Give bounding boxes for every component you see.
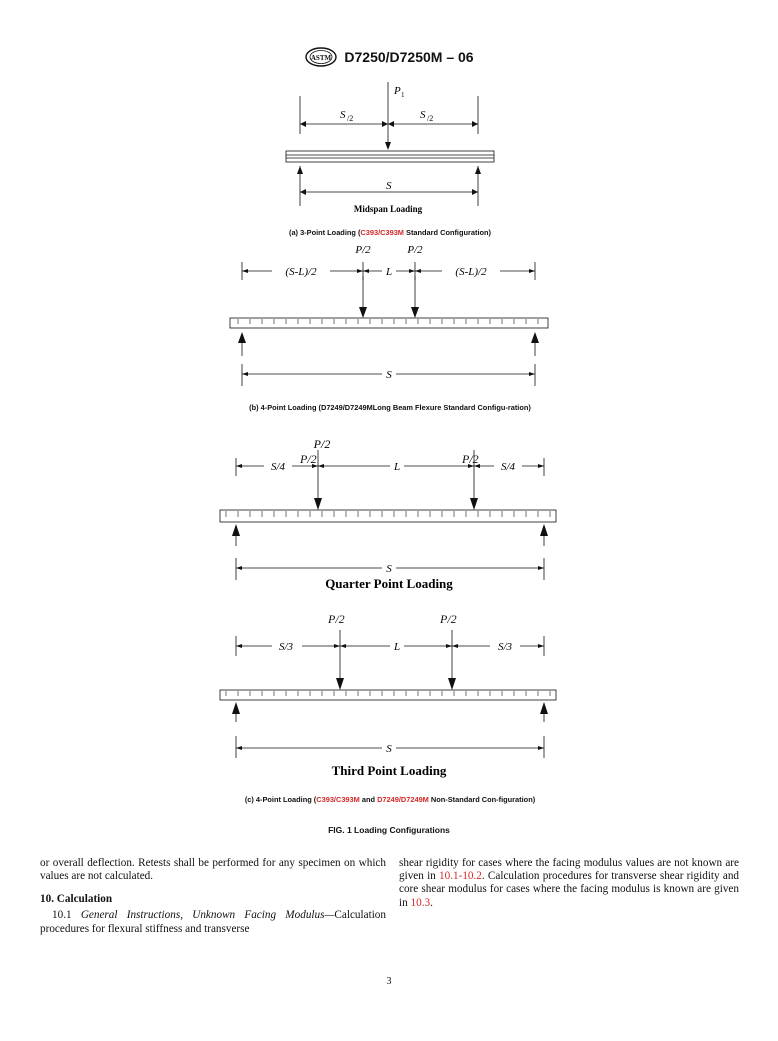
page-number: 3 — [386, 976, 392, 987]
quarter-load-right-text: P/2 — [462, 452, 479, 466]
c393-link-2[interactable]: C393/C393M — [316, 795, 360, 804]
load-right-label: P/2 — [407, 244, 423, 256]
ref-10-3-link[interactable]: 10.3 — [410, 896, 431, 909]
midspan-loading-label: Midspan Loading — [353, 204, 423, 214]
third-load-right-text: P/2 — [440, 612, 457, 626]
figure-a-caption: (a) 3-Point Loading (C393/C393M Standard Configuration) — [288, 228, 492, 237]
left-column — [40, 857, 386, 936]
figure-b-diagram — [224, 240, 554, 388]
paragraph-10-1: 10.1 General Instructions, Unknown Facing Modulus—Calculation procedures for flexural stiffness and transverse — [40, 909, 386, 935]
d7249-link[interactable]: D7249/D7249M — [377, 795, 429, 804]
load-label-sub: 1 — [401, 91, 405, 99]
figure-title: FIG. 1 Loading Configurations — [328, 825, 450, 835]
segment-right-label: S/4 — [500, 461, 516, 473]
half-span-right-sub: /2 — [427, 114, 434, 123]
third-load-left-text: P/2 — [328, 612, 345, 626]
load-left-label: P/2 — [313, 437, 331, 451]
segment-left-label: S/4 — [270, 461, 286, 473]
paragraph-right: shear rigidity for cases where the facing modulus values are not known are given in 10.1-10.2. Calculation procedures for transverse shear rigidity and core shear modulus for cases where the facing modulus is known are given in 10.3. — [399, 857, 740, 909]
span-label: S — [386, 180, 392, 192]
span-label: S — [386, 743, 392, 755]
half-span-left: S — [340, 109, 346, 121]
span-label: S — [386, 369, 392, 381]
segment-right-label: S/3 — [497, 641, 513, 653]
segment-left-label: (S-L)/2 — [285, 266, 317, 278]
span-label: S — [386, 563, 392, 575]
segment-mid-label: L — [385, 266, 393, 278]
astm-logo-icon — [304, 47, 338, 67]
quarter-load-left-text: P/2 — [300, 452, 317, 466]
figure-c-quarter-diagram — [214, 437, 564, 600]
figure-a-diagram — [270, 78, 510, 226]
load-label-p: P — [394, 85, 401, 97]
segment-mid-label: L — [393, 641, 401, 653]
page-header — [0, 47, 778, 72]
paragraph-continuation: or overall deflection. Retests shall be performed for any specimen on which values are not calculated. — [40, 857, 386, 883]
half-span-right: S — [420, 109, 426, 121]
figure-c-caption: (c) 4-Point Loading (C393/C393M and D7249/D7249M Non-Standard Con-figuration) — [244, 795, 536, 804]
document-title: D7250/D7250M – 06 — [344, 49, 474, 65]
figure-b-caption: (b) 4-Point Loading (D7249/D7249MLong Beam Flexure Standard Configu-ration) — [249, 403, 531, 412]
section-heading: 10. Calculation — [40, 893, 113, 906]
half-span-left-sub: /2 — [347, 114, 354, 123]
load-left-label: P/2 — [355, 244, 371, 256]
right-column — [399, 857, 739, 910]
c393-link[interactable]: C393/C393M — [360, 228, 404, 237]
segment-right-label: (S-L)/2 — [455, 266, 487, 278]
logo-text: ASTM — [311, 54, 332, 62]
figure-c-third-diagram — [214, 630, 564, 780]
ref-10-1-link[interactable]: 10.1-10.2 — [439, 870, 482, 883]
quarter-point-loading-label: Quarter Point Loading — [325, 576, 453, 591]
segment-mid-label: L — [393, 461, 401, 473]
segment-left-label: S/3 — [278, 641, 294, 653]
third-point-loading-label: Third Point Loading — [331, 763, 447, 778]
